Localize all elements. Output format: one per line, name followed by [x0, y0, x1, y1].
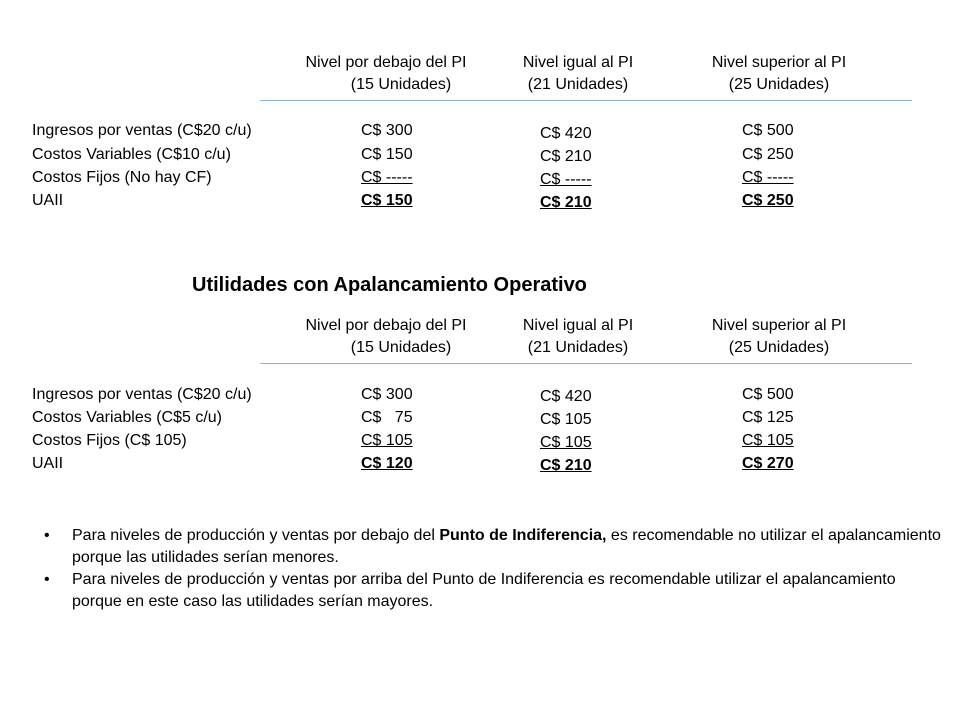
table2-row-label: Costos Fijos (C$ 105): [32, 432, 187, 449]
table1-row-label: Costos Fijos (No hay CF): [32, 169, 212, 186]
table1-cell: C$ 500: [742, 122, 794, 139]
table2-total-cell: C$ 120: [361, 455, 413, 472]
table2-total-cell: C$ 270: [742, 455, 794, 472]
table2-cell: C$ 420: [540, 388, 592, 405]
note-text: Para niveles de producción y ventas por arriba del Punto de Indiferencia es recomendable utilizar el apalancamiento porque en este caso las utilidades serían mayores.: [72, 571, 896, 610]
table1-total-cell: C$ 250: [742, 192, 794, 209]
table1-cell: C$ 250: [742, 146, 794, 163]
table2-cell: C$ 105: [742, 432, 794, 449]
table2-header-col2-line1: Nivel igual al PI: [522, 317, 634, 334]
table2-header-col3: [669, 315, 889, 359]
table2-header-col3-line2: (25 Unidades): [728, 339, 830, 356]
bullet-icon: •: [44, 527, 50, 544]
table1-header-col3: [669, 52, 889, 96]
table1-header-col1: [276, 52, 496, 96]
table1-row-label: UAII: [32, 192, 64, 209]
table1-header-col3-line1: Nivel superior al PI: [711, 54, 847, 71]
note-text: Para niveles de producción y ventas por debajo del: [72, 527, 440, 544]
table1-total-cell: C$ 150: [361, 192, 413, 209]
table1-header-col3-line2: (25 Unidades): [728, 76, 830, 93]
table2-header-col1-line2: (15 Unidades): [350, 339, 452, 356]
table2-cell: C$ 105: [540, 411, 592, 428]
table2-cell: C$ 75: [361, 409, 413, 426]
table1-cell: C$ -----: [540, 171, 592, 188]
table2-row-label: Costos Variables (C$5 c/u): [32, 409, 222, 426]
table1-cell: C$ 300: [361, 122, 413, 139]
table2-cell: C$ 300: [361, 386, 413, 403]
notes-list: [44, 525, 944, 613]
table1-cell: C$ 210: [540, 148, 592, 165]
table2-header-col2-line2: (21 Unidades): [527, 339, 629, 356]
note-text: es recomendable no utilizar el apalancamiento porque las utilidades serían menores.: [72, 527, 941, 566]
table1-cell: C$ -----: [361, 169, 413, 186]
table2-header-rule: [260, 363, 912, 364]
table1-row-label: Costos Variables (C$10 c/u): [32, 146, 231, 163]
note-item: [44, 569, 944, 613]
table2-total-cell: C$ 210: [540, 457, 592, 474]
table1-header-col2: [468, 52, 688, 96]
table1-header-rule: [260, 100, 912, 101]
table2-header-col1: [276, 315, 496, 359]
table2-header-col1-line1: Nivel por debajo del PI: [305, 317, 467, 334]
table1-cell: C$ 420: [540, 125, 592, 142]
section-title: Utilidades con Apalancamiento Operativo: [192, 274, 587, 296]
table2-cell: C$ 500: [742, 386, 794, 403]
table1-header-col2-line1: Nivel igual al PI: [522, 54, 634, 71]
table1-row-label: Ingresos por ventas (C$20 c/u): [32, 122, 252, 139]
table1-header-col1-line1: Nivel por debajo del PI: [305, 54, 467, 71]
table2-cell: C$ 125: [742, 409, 794, 426]
table1-cell: C$ -----: [742, 169, 794, 186]
note-item: [44, 525, 944, 569]
bullet-icon: •: [44, 571, 50, 588]
table2-cell: C$ 105: [361, 432, 413, 449]
table2-row-label: UAII: [32, 455, 64, 472]
table2-header-col2: [468, 315, 688, 359]
note-bold-text: Punto de Indiferencia,: [439, 527, 607, 544]
table1-cell: C$ 150: [361, 146, 413, 163]
table1-total-cell: C$ 210: [540, 194, 592, 211]
table2-cell: C$ 105: [540, 434, 592, 451]
table1-header-col2-line2: (21 Unidades): [527, 76, 629, 93]
table2-header-col3-line1: Nivel superior al PI: [711, 317, 847, 334]
table2-row-label: Ingresos por ventas (C$20 c/u): [32, 386, 252, 403]
table1-header-col1-line2: (15 Unidades): [350, 76, 452, 93]
